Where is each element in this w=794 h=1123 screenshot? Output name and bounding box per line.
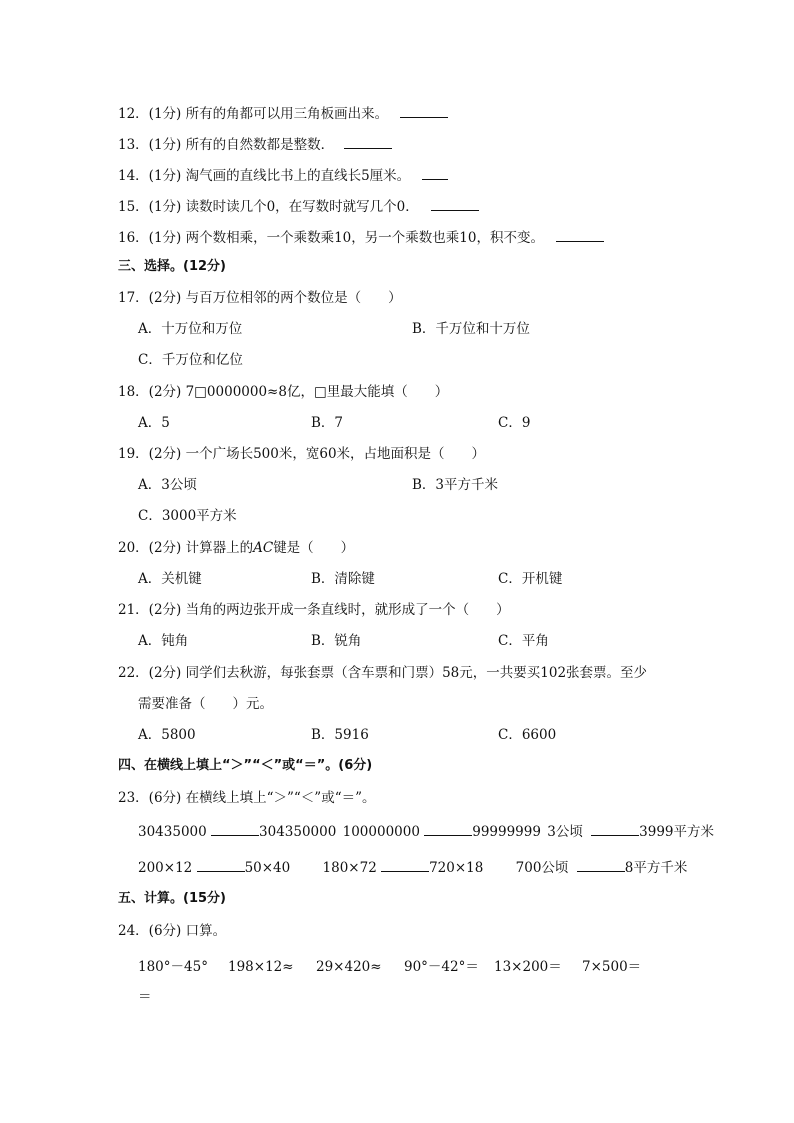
question-12-text: 12．(1分) 所有的角都可以用三角板画出来。 (118, 106, 389, 122)
q21-option-a[interactable]: A．钝角 (138, 633, 189, 649)
compare-blank-3[interactable] (591, 821, 639, 836)
q23-row-2 (138, 857, 687, 877)
answer-blank-14[interactable] (422, 165, 448, 180)
question-22-text: 22．(2分) 同学们去秋游，每张套票（含车票和门票）58元，一共要买102张套票。至少 (118, 665, 648, 681)
question-14-text: 14．(1分) 淘气画的直线比书上的直线长5厘米。 (118, 168, 411, 184)
q24-expr-5: 13×200＝ (494, 959, 562, 975)
question-16 (118, 227, 604, 247)
compare-left-5: 180×72 (322, 860, 377, 876)
question-12 (118, 103, 448, 123)
q24-expr-6: 7×500＝ (582, 959, 642, 975)
q22-option-a[interactable]: A．5800 (138, 727, 196, 743)
answer-blank-12[interactable] (400, 103, 448, 118)
compare-left-1: 30435000 (138, 824, 207, 840)
question-19-text: 19．(2分) 一个广场长500米，宽60米，占地面积是（ ） (118, 446, 486, 462)
q22-option-b[interactable]: B．5916 (311, 727, 369, 743)
section-3-heading: 三、选择。(12分) (118, 259, 226, 274)
q23-row-1 (138, 821, 714, 841)
question-16-text: 16．(1分) 两个数相乘，一个乘数乘10，另一个乘数也乘10，积不变。 (118, 230, 544, 246)
compare-right-3: 3999平方米 (639, 824, 714, 840)
q24-expr-3: 29×420≈ (316, 959, 382, 975)
q19-option-b[interactable]: B．3平方千米 (412, 477, 499, 493)
section-4-heading: 四、在横线上填上“＞”“＜”或“＝”。(6分) (118, 758, 373, 773)
q21-option-c[interactable]: C．平角 (498, 633, 549, 649)
question-23-text: 23．(6分) 在横线上填上“＞”“＜”或“＝”。 (118, 790, 376, 806)
compare-blank-5[interactable] (381, 857, 429, 872)
question-22-text-continued: 需要准备（ ）元。 (138, 696, 273, 712)
compare-blank-2[interactable] (424, 821, 472, 836)
compare-left-3: 3公顷 (547, 824, 583, 840)
q17-option-c[interactable]: C．千万位和亿位 (138, 352, 243, 368)
question-24-text: 24．(6分) 口算。 (118, 923, 227, 939)
compare-blank-4[interactable] (197, 857, 245, 872)
ac-key-label: AC (253, 540, 274, 556)
q18-option-b[interactable]: B．7 (311, 415, 344, 431)
q24-expr-7: ＝ (138, 989, 152, 1005)
q20-option-b[interactable]: B．清除键 (311, 571, 375, 587)
q19-option-c[interactable]: C．3000平方米 (138, 508, 237, 524)
answer-blank-15[interactable] (431, 196, 479, 211)
compare-left-4: 200×12 (138, 860, 193, 876)
compare-blank-1[interactable] (211, 821, 259, 836)
q21-option-b[interactable]: B．锐角 (311, 633, 362, 649)
answer-blank-16[interactable] (556, 227, 604, 242)
question-20 (118, 539, 354, 557)
q19-option-a[interactable]: A．3公顷 (138, 477, 197, 493)
compare-right-6: 8平方千米 (624, 860, 688, 876)
question-18-text: 18．(2分) 7□0000000≈8亿，□里最大能填（ ） (118, 384, 449, 400)
compare-left-6: 700公顷 (515, 860, 569, 876)
compare-left-2: 100000000 (342, 824, 420, 840)
compare-right-1: 304350000 (259, 824, 337, 840)
q24-expr-1: 180°－45° (138, 959, 208, 975)
compare-right-5: 720×18 (429, 860, 484, 876)
q18-option-c[interactable]: C．9 (498, 415, 531, 431)
question-15-text: 15．(1分) 读数时读几个0，在写数时就写几个0． (118, 199, 419, 215)
compare-blank-6[interactable] (577, 857, 625, 872)
compare-right-4: 50×40 (244, 860, 291, 876)
compare-right-2: 99999999 (472, 824, 541, 840)
q17-option-a[interactable]: A．十万位和万位 (138, 321, 243, 337)
question-14 (118, 165, 448, 185)
question-21-text: 21．(2分) 当角的两边张开成一条直线时，就形成了一个（ ） (118, 602, 510, 618)
q24-expr-4: 90°－42°＝ (404, 959, 479, 975)
q24-expr-2: 198×12≈ (228, 959, 294, 975)
q18-option-a[interactable]: A．5 (138, 415, 170, 431)
q22-option-c[interactable]: C．6600 (498, 727, 557, 743)
q20-option-c[interactable]: C．开机键 (498, 571, 563, 587)
answer-blank-13[interactable] (344, 134, 392, 149)
q20-option-a[interactable]: A．关机键 (138, 571, 202, 587)
question-13-text: 13．(1分) 所有的自然数都是整数． (118, 137, 335, 153)
question-20-text-pre: 20．(2分) 计算器上的 (118, 540, 254, 556)
question-20-text-post: 键是（ ） (273, 540, 355, 556)
question-15 (118, 196, 479, 216)
q17-option-b[interactable]: B．千万位和十万位 (412, 321, 530, 337)
question-13 (118, 134, 392, 154)
question-17-text: 17．(2分) 与百万位相邻的两个数位是（ ） (118, 290, 402, 306)
section-5-heading: 五、计算。(15分) (118, 891, 226, 906)
